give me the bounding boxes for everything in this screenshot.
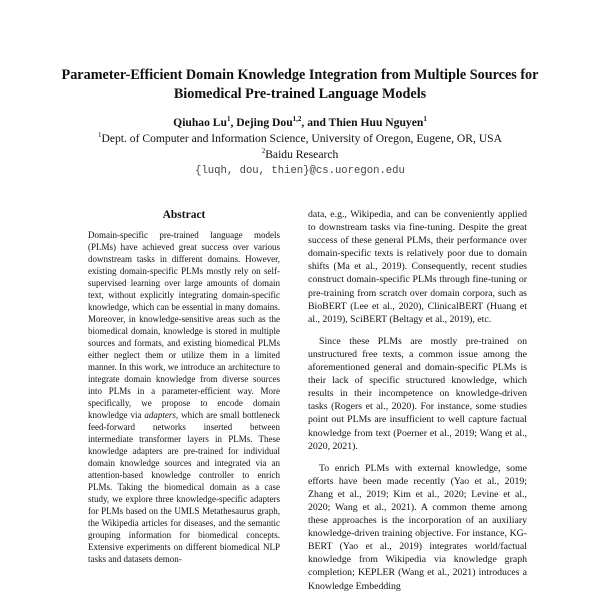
affiliation-1	[40, 131, 560, 147]
author-email: {luqh, dou, thien}@cs.uoregon.edu	[195, 165, 405, 177]
author-name: and Thien Huu Nguyen	[307, 116, 424, 129]
body-paragraph: To enrich PLMs with external knowledge, some efforts have been made recently (Yao et al., 2019; Zhang et al., 2019; Kim et al., 2020; Levine et al., 2020; Wang et al., 2021). A common theme among these approaches is the incorporation of an auxiliary knowledge-driven training objective. For instance, KG-BERT (Yao et al., 2019) integrates world/factual knowledge from Wikipedia via knowledge graph completion; KEPLER (Wang et al., 2021) introduces a Knowledge Embedding	[308, 462, 527, 592]
body-paragraph: data, e.g., Wikipedia, and can be conveniently applied to downstream tasks via fine-tuning. Despite the great success of these general PLMs, their performance over domain-specific texts is relatively poor due to domain shifts (Ma et al., 2019). Consequently, recent studies construct domain-specific PLMs through fine-tuning or pre-training from scratch over domain corpora, such as BioBERT (Lee et al., 2020), ClinicalBERT (Huang et al., 2019), SciBERT (Beltagy et al., 2019), etc.	[308, 209, 527, 325]
abstract-paragraph	[88, 229, 280, 565]
right-column	[308, 208, 527, 600]
abstract-heading: Abstract	[162, 209, 206, 221]
body-paragraph: Since these PLMs are mostly pre-trained on unstructured free texts, a common issue among the aforementioned general and domain-specific PLMs is their lack of specific structured knowledge, which results in their incompetence on knowledge-driven tasks (Rogers et al., 2020). For instance, some studies point out PLMs are insufficient to well capture factual knowledge from text (Poerner et al., 2019; Wang et al., 2020, 2021).	[308, 335, 527, 452]
affiliation-text: Dept. of Computer and Information Science, University of Oregon, Eugene, OR, USA	[101, 132, 503, 145]
author-name: Dejing Dou	[236, 116, 293, 129]
author-name: Qiuhao Lu	[173, 116, 227, 129]
abstract-emphasis: adapters	[144, 410, 176, 420]
abstract-text: Domain-specific pre-trained language models (PLMs) have achieved great success over various downstream tasks in different domains. However, existing domain-specific PLMs mostly rely on self-supervised learning over large amounts of domain text, without explicitly integrating domain-specific knowledge, which can be essential in many domains. Moreover, in knowledge-sensitive areas such as the biomedical domain, knowledge is stored in multiple sources and formats, and existing biomedical PLMs either neglect them or utilize them in a limited manner. In this work, we introduce an architecture to integrate domain knowledge from diverse sources into PLMs in a parameter-efficient way. More specifically, we propose to encode domain knowledge via	[88, 230, 280, 420]
abstract-body	[88, 229, 280, 565]
author-affiliation-mark: 1	[423, 115, 427, 124]
affiliation-mark: 1	[97, 131, 102, 140]
paper-title: Parameter-Efficient Domain Knowledge Integration from Multiple Sources for Biomedical Pre-trained Language Models	[61, 67, 539, 102]
abstract-text: , which are small bottleneck feed-forward networks inserted between intermediate transformer layers in PLMs. These knowledge adapters are pre-trained for individual domain knowledge sources and integrated via an attention-based knowledge controller to enrich PLMs. Taking the biomedical domain as a case study, we explore three knowledge-specific adapters for PLMs based on the UMLS Metathesaurus graph, the Wikipedia articles for diseases, and the semantic grouping information for biomedical concepts. Extensive experiments on different biomedical NLP tasks and datasets demon-	[88, 410, 281, 564]
affiliation-text: Baidu Research	[265, 148, 339, 161]
affiliation-2	[40, 147, 560, 163]
left-column	[88, 208, 280, 565]
author-names: Qiuhao Lu$^1$, Dejing Dou$^{1,2}$, and Thien Huu Nguyen$^1$	[173, 115, 427, 129]
author-affiliation-mark: 1	[226, 115, 231, 124]
author-affiliation-mark: 1,2	[292, 115, 302, 124]
author-block	[40, 115, 560, 179]
affiliation-mark: 2	[261, 147, 266, 156]
